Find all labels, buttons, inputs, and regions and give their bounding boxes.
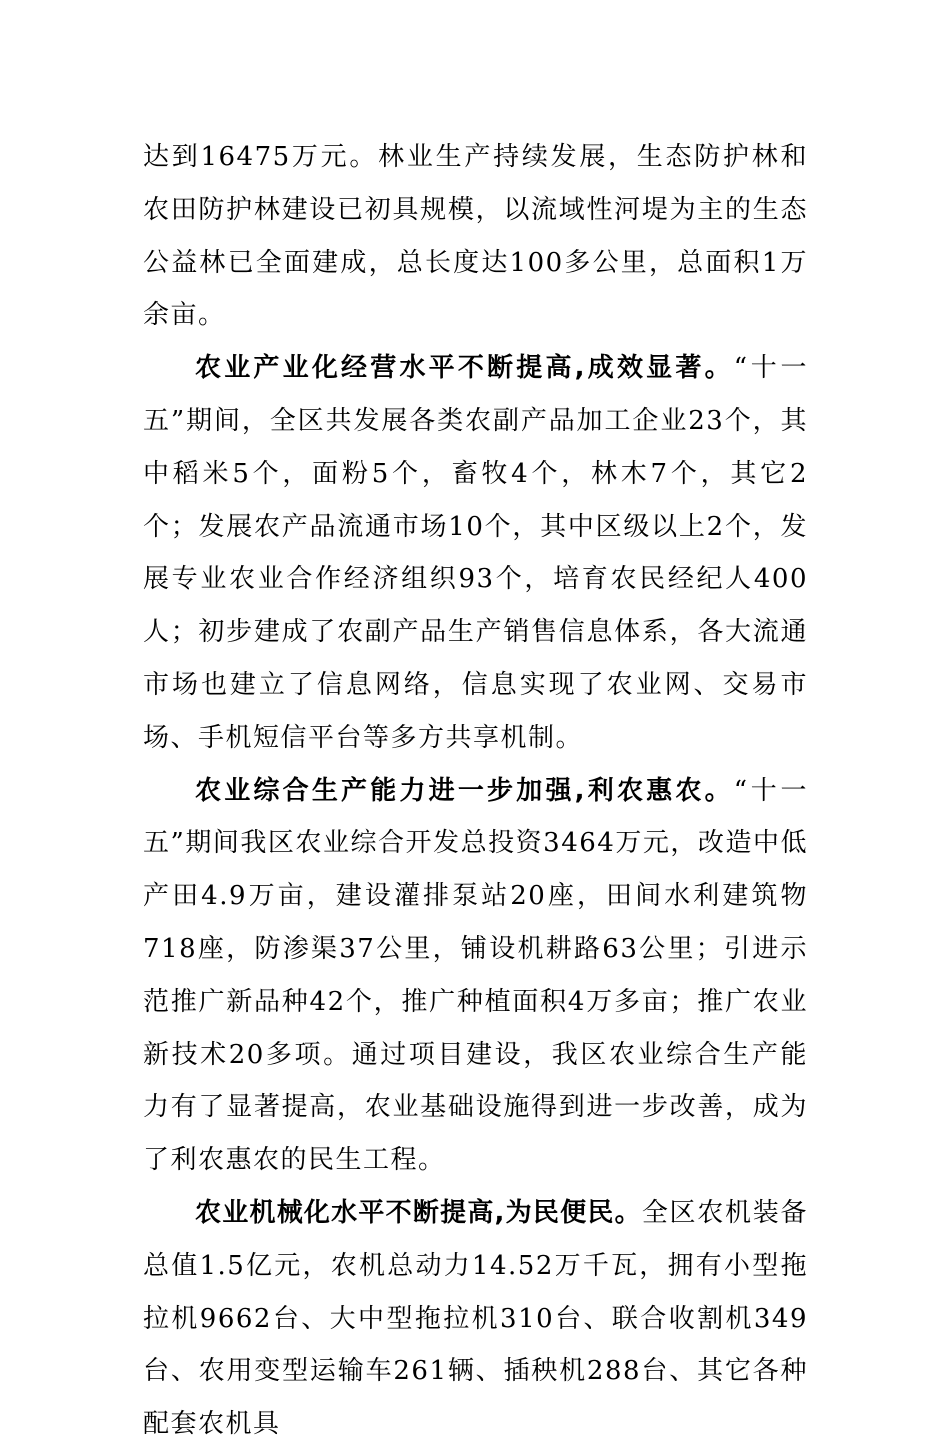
paragraph-forestry [143,131,808,342]
paragraph-heading: 农业综合生产能力进一步加强,利农惠农。 [195,775,734,806]
paragraph-text: “十一五”期间我区农业综合开发总投资3464万元，改造中低产田4.9万亩，建设灌排泵站20座，田间水利建筑物718座，防渗渠37公里，铺设机耕路63公里；引进示范推广新品种42个，推广种植面积4万多亩；推广农业新技术20多项。通过项目建设，我区农业综合生产能力有了显著提高，农业基础设施得到进一步改善，成为了利农惠农的民生工程。 [143,775,808,1176]
paragraph-heading: 农业机械化水平不断提高,为民便民。 [195,1197,642,1228]
document-body [143,131,808,1451]
paragraph-text: 达到16475万元。林业生产持续发展，生态防护林和农田防护林建设已初具规模，以流域性河堤为主的生态公益林已全面建成，总长度达100多公里，总面积1万余亩。 [143,142,808,331]
paragraph-heading: 农业产业化经营水平不断提高,成效显著。 [195,353,734,384]
paragraph-mechanization [143,1187,808,1451]
paragraph-text: “十一五”期间，全区共发展各类农副产品加工企业23个，其中稻米5个，面粉5个，畜牧4个，林木7个，其它2个；发展农产品流通市场10个，其中区级以上2个，发展专业农业合作经济组织93个，培育农民经纪人400人；初步建成了农副产品生产销售信息体系，各大流通市场也建立了信息网络，信息实现了农业网、交易市场、手机短信平台等多方共享机制。 [143,353,808,753]
paragraph-text: 全区农机装备总值1.5亿元，农机总动力14.52万千瓦，拥有小型拖拉机9662台、大中型拖拉机310台、联合收割机349台、农用变型运输车261辆、插秧机288台、其它各种配套农机具 [143,1197,808,1440]
paragraph-production-capacity [143,765,808,1187]
paragraph-industrialization [143,342,808,764]
